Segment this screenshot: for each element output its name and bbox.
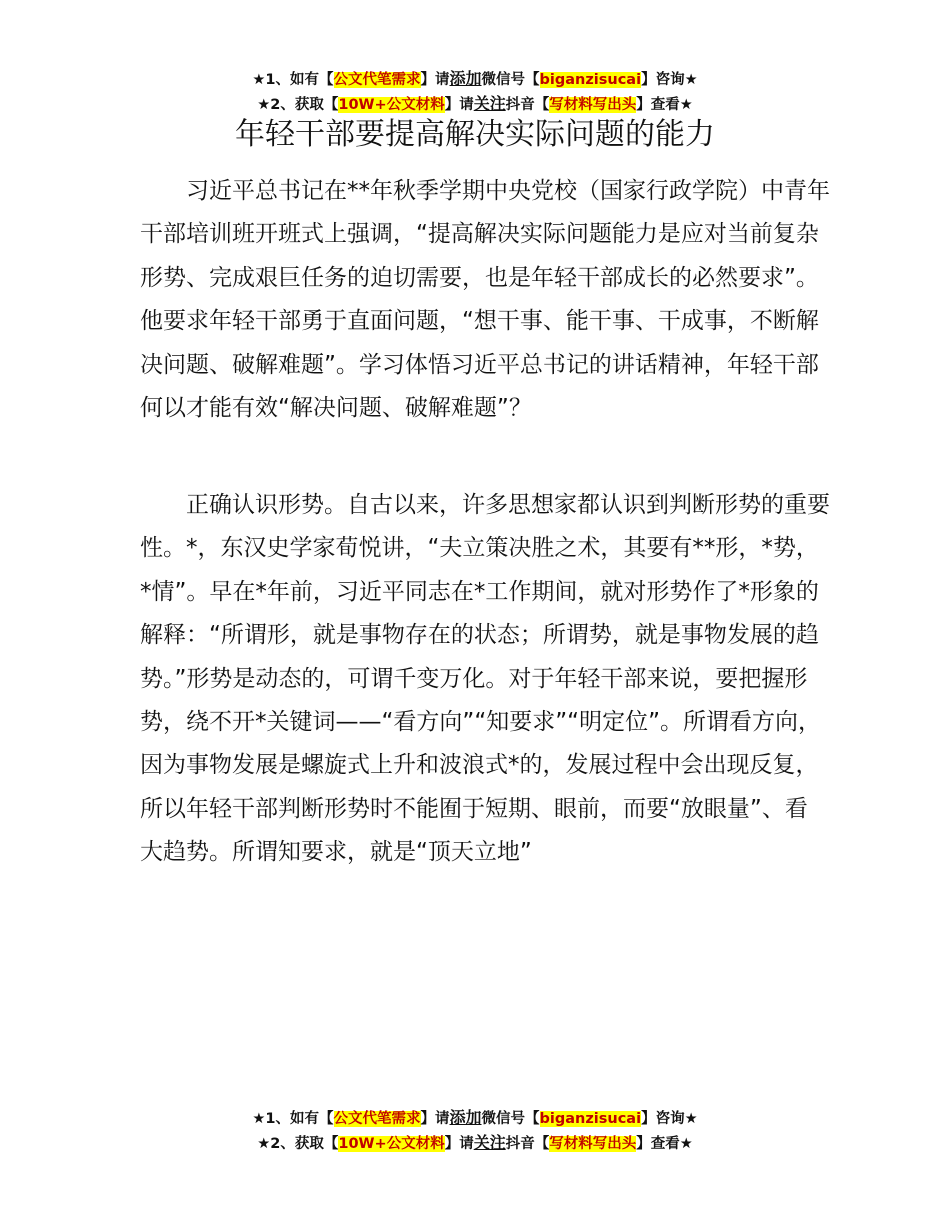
promo-douyin-id: 写材料写出头 <box>549 1136 637 1152</box>
promo-text: 】请 <box>444 97 474 113</box>
promo-highlight: 公文代笔需求 <box>333 1111 421 1127</box>
promo-text: 抖音【 <box>505 1136 550 1152</box>
promo-text: 】咨询★ <box>641 1111 698 1127</box>
promo-text: 抖音【 <box>505 97 550 113</box>
footer-promo-banner <box>0 1106 950 1156</box>
body-paragraph-1: 习近平总书记在**年秋季学期中央党校（国家行政学院）中青年干部培训班开班式上强调，“提高解决实际问题能力是应对当前复杂形势、完成艰巨任务的迫切需要，也是年轻干部成长的必然要求”。他要求年轻干部勇于直面问题，“想干事、能干事、干成事，不断解决问题、破解难题”。学习体悟习近平总书记的讲话精神，年轻干部何以才能有效“解决问题、破解难题”？ <box>140 178 830 422</box>
body-paragraph-2: 正确认识形势。自古以来，许多思想家都认识到判断形势的重要性。*，东汉史学家荀悦讲，“夫立策决胜之术，其要有**形，*势，*情”。早在*年前，习近平同志在*工作期间，就对形势作了*形象的解释：“所谓形，就是事物存在的状态；所谓势，就是事物发展的趋势。”形势是动态的，可谓千变万化。对于年轻干部来说，要把握形势，绕不开*关键词——“看方向”“知要求”“明定位”。所谓看方向，因为事物发展是螺旋式上升和波浪式*的，发展过程中会出现反复，所以年轻干部判断形势时不能囿于短期、眼前，而要“放眼量”、看大趋势。所谓知要求，就是“顶天立地” <box>140 492 830 866</box>
promo-highlight: 10W+公文材料 <box>338 1136 445 1152</box>
promo-text: 】查看★ <box>636 97 693 113</box>
promo-text: 】请 <box>444 1136 474 1152</box>
document-title: 年轻干部要提高解决实际问题的能力 <box>235 117 715 152</box>
promo-wechat-id: biganzisucai <box>539 1111 642 1127</box>
promo-highlight: 公文代笔需求 <box>333 72 421 88</box>
promo-text: ★1、如有【 <box>252 72 334 88</box>
promo-highlight: 10W+公文材料 <box>338 97 445 113</box>
promo-text: 】请 <box>420 72 450 88</box>
promo-wechat-id: biganzisucai <box>539 72 642 88</box>
promo-line-1 <box>0 1106 950 1131</box>
promo-line-1 <box>0 67 950 92</box>
promo-text: 】请 <box>420 1111 450 1127</box>
promo-emphasis: 关注 <box>473 1133 506 1152</box>
promo-emphasis: 关注 <box>473 94 506 113</box>
header-promo-banner <box>0 67 950 117</box>
promo-emphasis: 添加 <box>449 69 482 88</box>
promo-text: ★2、获取【 <box>257 97 339 113</box>
promo-text: 微信号【 <box>481 1111 540 1127</box>
promo-text: 微信号【 <box>481 72 540 88</box>
promo-text: ★2、获取【 <box>257 1136 339 1152</box>
promo-text: 】咨询★ <box>641 72 698 88</box>
promo-emphasis: 添加 <box>449 1108 482 1127</box>
promo-text: ★1、如有【 <box>252 1111 334 1127</box>
promo-douyin-id: 写材料写出头 <box>549 97 637 113</box>
promo-line-2 <box>0 1131 950 1156</box>
promo-text: 】查看★ <box>636 1136 693 1152</box>
